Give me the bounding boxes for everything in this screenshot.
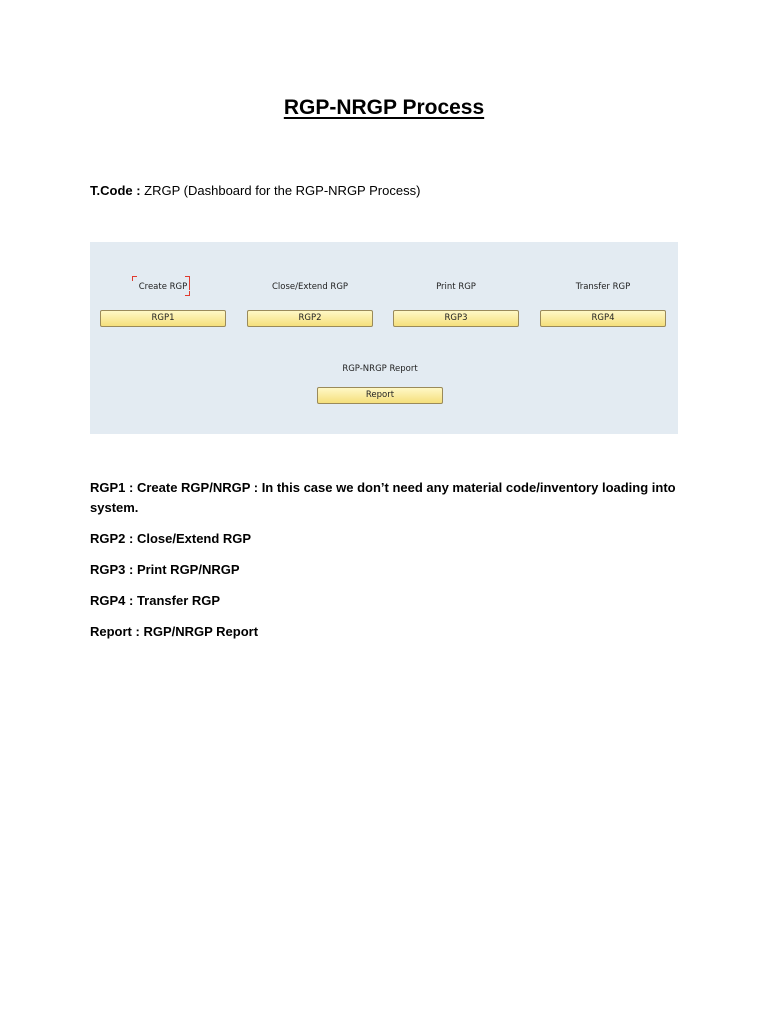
desc-rgp2: RGP2 : Close/Extend RGP [90,531,252,546]
desc-report: Report : RGP/NRGP Report [90,624,259,639]
report-button[interactable]: Report [317,387,443,404]
page-title: RGP-NRGP Process [283,96,485,119]
close-extend-rgp-label: Close/Extend RGP [271,282,349,292]
tcode-label: T.Code : [90,183,141,198]
action-print-rgp [393,280,519,327]
create-rgp-label-text: Create RGP [138,282,188,292]
action-transfer-rgp [540,280,666,327]
action-close-extend-rgp [247,280,373,327]
desc-rgp4: RGP4 : Transfer RGP [90,593,221,608]
rgp2-button[interactable]: RGP2 [247,310,373,327]
desc-rgp3: RGP3 : Print RGP/NRGP [90,562,240,577]
desc-rgp1: RGP1 : Create RGP/NRGP : In this case we don’t need any material code/inventory loading into system. [90,480,676,515]
action-create-rgp [100,280,226,327]
rgp1-button[interactable]: RGP1 [100,310,226,327]
rgp3-button[interactable]: RGP3 [393,310,519,327]
rgp4-button[interactable]: RGP4 [540,310,666,327]
print-rgp-label: Print RGP [436,282,476,292]
report-label: RGP-NRGP Report [342,364,418,374]
description-list [90,478,680,653]
dashboard-screenshot [90,242,678,434]
report-group [317,362,443,404]
transfer-rgp-label: Transfer RGP [575,282,631,292]
focus-marker-icon [132,276,190,296]
tcode-value: ZRGP (Dashboard for the RGP-NRGP Process) [140,183,421,198]
tcode-line [90,183,420,198]
create-rgp-label [100,280,226,294]
